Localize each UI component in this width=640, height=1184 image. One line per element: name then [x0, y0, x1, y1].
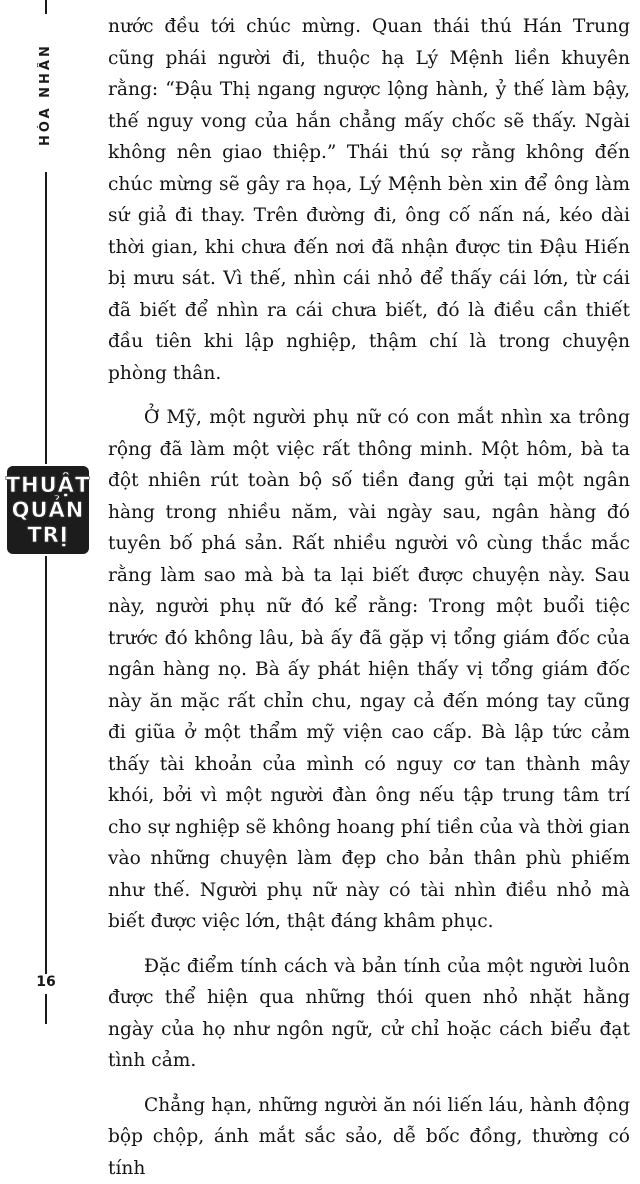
badge-line-2: QUẢN — [12, 498, 85, 523]
author-name: HÒA NHÂN — [32, 20, 60, 170]
badge-line-1: THUẬT — [6, 473, 91, 498]
page-number: 16 — [32, 974, 60, 990]
paragraph-4: Chẳng hạn, những người ăn nói liến láu, hành động bộp chộp, ánh mắt sắc sảo, dễ bốc đồng, thường có tính — [108, 1090, 630, 1184]
paragraph-1: nước đều tới chúc mừng. Quan thái thú Hán Trung cũng phái người đi, thuộc hạ Lý Mệnh liền khuyên rằng: “Đậu Thị ngang ngược lộng hành, ỷ thế làm bậy, thế nguy vong của hắn chẳng mấy chốc sẽ thấy. Ngài không nên giao thiệp.” Thái thú sợ rằng không đến chúc mừng sẽ gây ra họa, Lý Mệnh bèn xin để ông làm sứ giả đi thay. Trên đường đi, ông cố nấn ná, kéo dài thời gian, khi chưa đến nơi đã nhận được tin Đậu Hiến bị mưu sát. Vì thế, nhìn cái nhỏ để thấy cái lớn, từ cái đã biết để nhìn ra cái chưa biết, đó là điều cần thiết đầu tiên khi lập nghiệp, thậm chí là trong chuyện phòng thân. — [108, 11, 630, 389]
margin-rule-middle — [45, 172, 47, 464]
body-text — [108, 11, 630, 1184]
paragraph-3: Đặc điểm tính cách và bản tính của một người luôn được thể hiện qua những thói quen nhỏ nhặt hằng ngày của họ như ngôn ngữ, cử chỉ hoặc cách biểu đạt tình cảm. — [108, 951, 630, 1077]
margin-rule-top — [45, 0, 47, 14]
margin-rule-lower — [45, 556, 47, 976]
book-title-badge — [7, 466, 89, 554]
paragraph-2: Ở Mỹ, một người phụ nữ có con mắt nhìn xa trông rộng đã làm một việc rất thông minh. Một hôm, bà ta đột nhiên rút toàn bộ số tiền đang gửi tại một ngân hàng trong nhiều năm, vài ngày sau, ngân hàng đó tuyên bố phá sản. Rất nhiều người vô cùng thắc mắc rằng làm sao mà bà ta lại biết được chuyện này. Sau này, người phụ nữ đó kể rằng: Trong một buổi tiệc trước đó không lâu, bà ấy đã gặp vị tổng giám đốc của ngân hàng nọ. Bà ấy phát hiện thấy vị tổng giám đốc này ăn mặc rất chỉn chu, ngay cả đến móng tay cũng đi giũa ở một thẩm mỹ viện cao cấp. Bà lập tức cảm thấy tài khoản của mình có nguy cơ tan thành mây khói, bởi vì một người đàn ông nếu tập trung tâm trí cho sự nghiệp sẽ không hoang phí tiền của và thời gian vào những chuyện làm đẹp cho bản thân phù phiếm như thế. Người phụ nữ này có tài nhìn điều nhỏ mà biết được việc lớn, thật đáng khâm phục. — [108, 402, 630, 938]
badge-line-3: TRỊ — [27, 523, 68, 548]
margin-rule-bottom — [45, 994, 47, 1024]
